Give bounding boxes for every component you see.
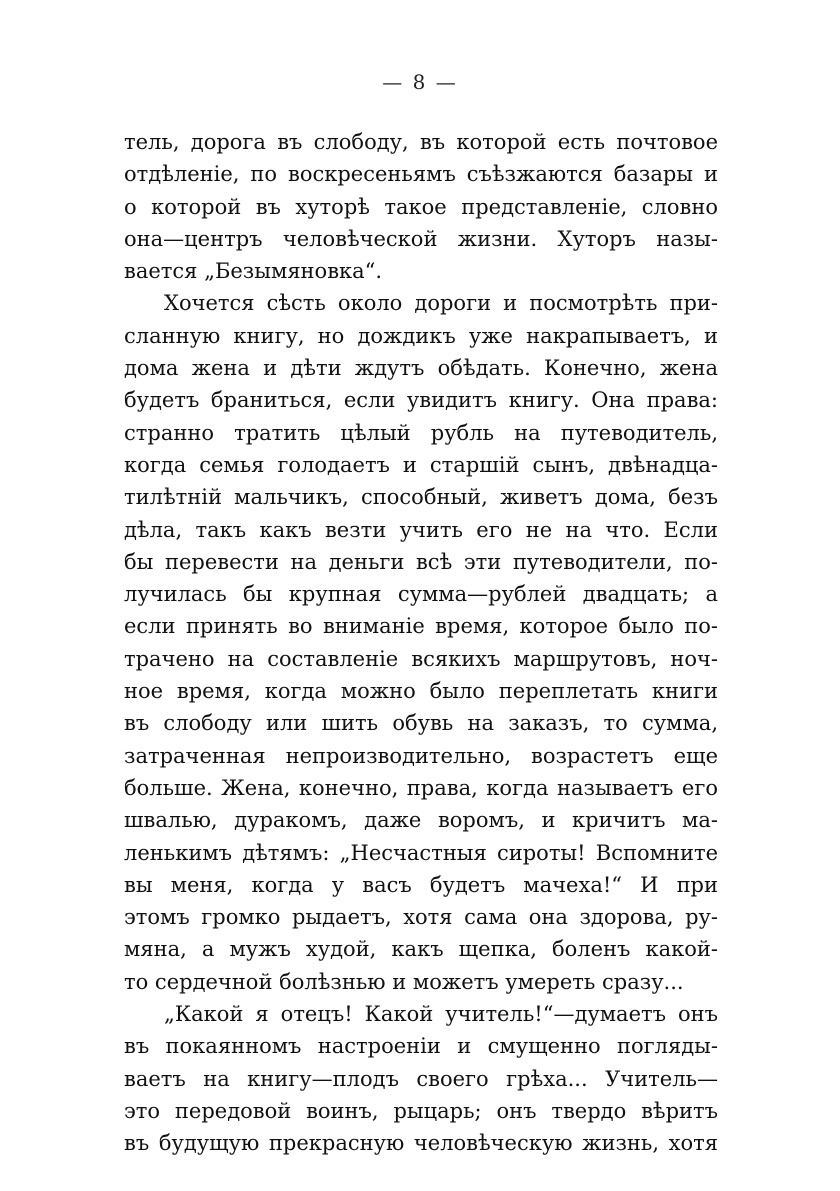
text-line: дома жена и дѣти ждутъ обѣдать. Конечно, жена (124, 356, 718, 381)
text-line: это передовой воинъ, рыцарь; онъ твердо вѣритъ (124, 1098, 718, 1123)
text-line: Хочется сѣсть около дороги и посмотрѣть при- (164, 291, 718, 316)
text-line: сланную книгу, но дождикъ уже накрапываетъ, и (124, 323, 718, 348)
text-line: „Какой я отецъ! Какой учитель!“—думаетъ онъ (164, 1002, 718, 1027)
text-line: то сердечной болѣзнью и можетъ умереть сразу... (124, 969, 684, 994)
text-line: отдѣленіе, по воскресеньямъ съѣзжаются базары и (124, 162, 718, 187)
text-line: вы меня, когда у васъ будетъ мачеха!“ И при (124, 872, 718, 897)
text-line: о которой въ хуторѣ такое представленіе, словно (124, 194, 718, 219)
text-line: будетъ браниться, если увидитъ книгу. Она права: (124, 388, 718, 413)
text-line: когда семья голодаетъ и старшій сынъ, двѣнадца- (124, 452, 718, 477)
text-line: мяна, а мужъ худой, какъ щепка, боленъ какой- (124, 937, 718, 962)
body-text (124, 126, 718, 1160)
text-line: бы перевести на деньги всѣ эти путеводители, по- (124, 549, 718, 574)
text-line: она—центръ человѣческой жизни. Хуторъ назы- (124, 226, 718, 251)
text-line: этомъ громко рыдаетъ, хотя сама она здорова, ру- (124, 905, 718, 930)
text-line: ленькимъ дѣтямъ: „Несчастныя сироты! Вспомните (124, 840, 718, 865)
text-line: лучилась бы крупная сумма—рублей двадцать; а (124, 582, 718, 607)
text-line: въ покаянномъ настроеніи и смущенно погляды- (124, 1034, 718, 1059)
text-line: въ слободу или шить обувь на заказъ, то сумма, (124, 711, 718, 736)
text-line: тилѣтній мальчикъ, способный, живетъ дома, безъ (124, 485, 718, 510)
text-line: швалью, дуракомъ, даже воромъ, и кричитъ ма- (124, 808, 718, 833)
text-line: въ будущую прекрасную человѣческую жизнь, хотя (124, 1131, 718, 1156)
text-line: больше. Жена, конечно, права, когда называетъ его (124, 775, 718, 800)
text-line: если принять во вниманіе время, которое было по- (124, 614, 718, 639)
text-line: затраченная непроизводительно, возрастетъ еще (124, 743, 718, 768)
text-line: дѣла, такъ какъ везти учить его не на что. Если (124, 517, 718, 542)
text-line: странно тратить цѣлый рубль на путеводитель, (124, 420, 718, 445)
page-number: — 8 — (382, 70, 458, 94)
text-line: тель, дорога въ слободу, въ которой есть почтовое (124, 130, 718, 154)
text-line: вается „Безымяновка“. (124, 259, 383, 284)
text-line: ваетъ на книгу—плодъ своего грѣха... Учитель— (124, 1066, 718, 1091)
text-line: ное время, когда можно было переплетать книги (124, 679, 718, 704)
text-line: трачено на составленіе всякихъ маршрутовъ, ноч- (124, 646, 718, 671)
